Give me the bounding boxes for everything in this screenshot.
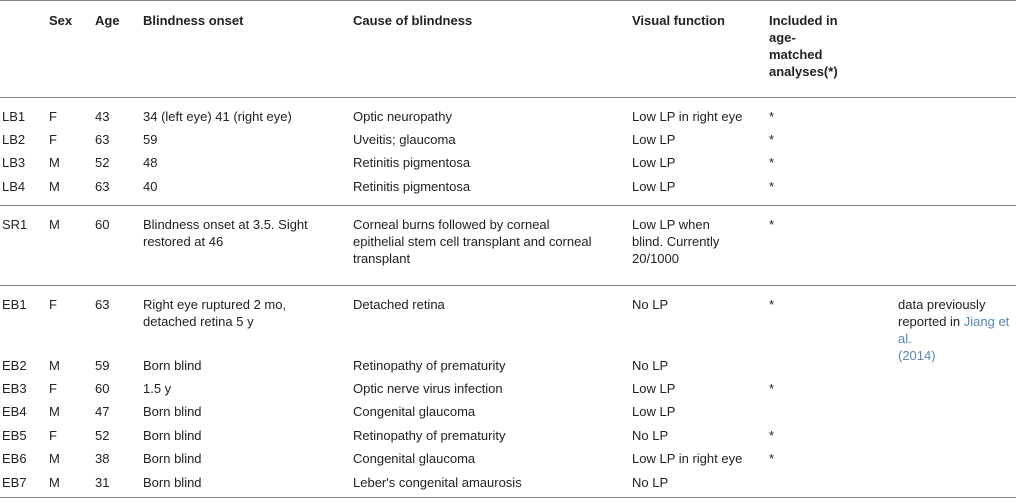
cell-function: Low LP bbox=[632, 155, 676, 170]
cell-age: 60 bbox=[95, 217, 110, 232]
table-rule-0 bbox=[0, 0, 1016, 1]
cell-included: * bbox=[769, 132, 775, 147]
cell-cause: Congenital glaucoma bbox=[353, 451, 476, 466]
cell-onset: Blindness onset at 3.5. Sight restored at 46 bbox=[143, 217, 308, 249]
header-sex: Sex bbox=[49, 13, 73, 28]
cell-age: 63 bbox=[95, 297, 110, 312]
cell-cause: Leber's congenital amaurosis bbox=[353, 475, 522, 490]
cell-age: 63 bbox=[95, 132, 110, 147]
cell-age: 63 bbox=[95, 179, 110, 194]
table-rule-3 bbox=[0, 285, 1016, 286]
cell-sex: M bbox=[49, 358, 60, 373]
cell-age: 38 bbox=[95, 451, 110, 466]
cell-sex: F bbox=[49, 132, 57, 147]
cell-included: * bbox=[769, 109, 775, 124]
cell-sex: M bbox=[49, 179, 60, 194]
table-rule-2 bbox=[0, 205, 1016, 206]
cell-included: * bbox=[769, 297, 775, 312]
cell-onset: Born blind bbox=[143, 358, 202, 373]
cell-sex: M bbox=[49, 451, 60, 466]
cell-cause: Optic neuropathy bbox=[353, 109, 453, 124]
cell-cause: Retinitis pigmentosa bbox=[353, 179, 471, 194]
cell-cause: Retinitis pigmentosa bbox=[353, 155, 471, 170]
cell-cause: Corneal burns followed by corneal epithelial stem cell transplant and corneal transplant bbox=[353, 217, 592, 266]
cell-function: No LP bbox=[632, 358, 669, 373]
cell-included: * bbox=[769, 381, 775, 396]
cell-function: No LP bbox=[632, 475, 669, 490]
cell-cause: Retinopathy of prematurity bbox=[353, 428, 506, 443]
cell-onset: Born blind bbox=[143, 428, 202, 443]
cell-cause: Congenital glaucoma bbox=[353, 404, 476, 419]
cell-age: 31 bbox=[95, 475, 110, 490]
cell-included: * bbox=[769, 155, 775, 170]
cell-age: 59 bbox=[95, 358, 110, 373]
cell-onset: Born blind bbox=[143, 475, 202, 490]
cell-cause: Retinopathy of prematurity bbox=[353, 358, 506, 373]
cell-function: Low LP bbox=[632, 381, 676, 396]
cell-age: 47 bbox=[95, 404, 110, 419]
cell-id: EB7 bbox=[2, 475, 27, 490]
cell-id: EB4 bbox=[2, 404, 27, 419]
cell-included: * bbox=[769, 451, 775, 466]
cell-id: EB2 bbox=[2, 358, 27, 373]
cell-included: * bbox=[769, 179, 775, 194]
cell-sex: M bbox=[49, 217, 60, 232]
header-function: Visual function bbox=[632, 13, 725, 28]
header-cause: Cause of blindness bbox=[353, 13, 473, 28]
cell-onset: 1.5 y bbox=[143, 381, 172, 396]
cell-onset: 34 (left eye) 41 (right eye) bbox=[143, 109, 292, 124]
cell-included: * bbox=[769, 217, 775, 232]
header-included: Included in age- matched analyses(*) bbox=[769, 13, 838, 79]
cell-onset: 59 bbox=[143, 132, 158, 147]
cell-function: No LP bbox=[632, 297, 669, 312]
cell-onset: Right eye ruptured 2 mo, detached retina 5 y bbox=[143, 297, 287, 329]
cell-cause: Detached retina bbox=[353, 297, 445, 312]
note-text: data previously reported in bbox=[898, 297, 986, 329]
cell-sex: F bbox=[49, 297, 57, 312]
cell-id: EB6 bbox=[2, 451, 27, 466]
cell-id: LB4 bbox=[2, 179, 26, 194]
cell-onset: 48 bbox=[143, 155, 158, 170]
cell-function: No LP bbox=[632, 428, 669, 443]
cell-id: LB2 bbox=[2, 132, 26, 147]
cell-age: 43 bbox=[95, 109, 110, 124]
cell-age: 52 bbox=[95, 428, 110, 443]
cell-included: * bbox=[769, 428, 775, 443]
cell-sex: F bbox=[49, 109, 57, 124]
cell-note bbox=[898, 296, 1013, 364]
cell-sex: F bbox=[49, 428, 57, 443]
header-age: Age bbox=[95, 13, 120, 28]
cell-cause: Uveitis; glaucoma bbox=[353, 132, 456, 147]
cell-id: SR1 bbox=[2, 217, 28, 232]
cell-onset: Born blind bbox=[143, 451, 202, 466]
reference-link[interactable]: Jiang et al. (2014) bbox=[898, 314, 1010, 363]
cell-function: Low LP in right eye bbox=[632, 451, 743, 466]
cell-id: EB3 bbox=[2, 381, 27, 396]
cell-function: Low LP bbox=[632, 132, 676, 147]
cell-cause: Optic nerve virus infection bbox=[353, 381, 503, 396]
table-rule-1 bbox=[0, 97, 1016, 98]
cell-onset: Born blind bbox=[143, 404, 202, 419]
cell-function: Low LP bbox=[632, 404, 676, 419]
cell-id: LB3 bbox=[2, 155, 26, 170]
cell-function: Low LP in right eye bbox=[632, 109, 743, 124]
cell-function: Low LP when blind. Currently 20/1000 bbox=[632, 217, 720, 266]
cell-sex: M bbox=[49, 475, 60, 490]
cell-sex: M bbox=[49, 155, 60, 170]
cell-sex: F bbox=[49, 381, 57, 396]
table-rule-4 bbox=[0, 497, 1016, 498]
cell-sex: M bbox=[49, 404, 60, 419]
header-onset: Blindness onset bbox=[143, 13, 244, 28]
cell-id: LB1 bbox=[2, 109, 26, 124]
cell-age: 60 bbox=[95, 381, 110, 396]
cell-function: Low LP bbox=[632, 179, 676, 194]
cell-id: EB5 bbox=[2, 428, 27, 443]
cell-id: EB1 bbox=[2, 297, 27, 312]
cell-age: 52 bbox=[95, 155, 110, 170]
cell-onset: 40 bbox=[143, 179, 158, 194]
